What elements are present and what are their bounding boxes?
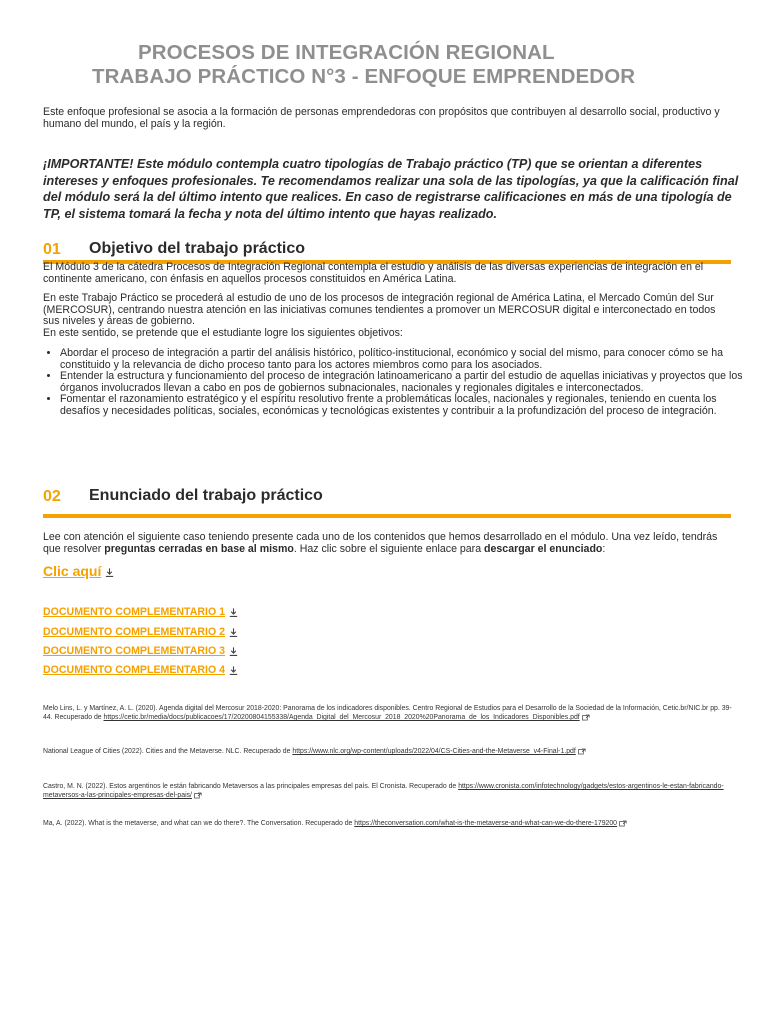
reference-text: Ma, A. (2022). What is the metaverse, and what can we do there?. The Conversation. Recuperado de xyxy=(43,820,355,827)
objectives-list xyxy=(43,348,750,418)
section-number: 01 xyxy=(43,241,61,258)
objective-paragraph-3: En este sentido, se pretende que el estudiante logre los siguientes objetivos: xyxy=(43,327,403,339)
reference-text: Melo Lins, L. y Martínez, A. L. (2020). Agenda digital del Mercosur 2018-2020: Panorama de los indicadores disponibles. Centro Regional de Estudios para el Desarrollo de la Sociedad de la Información, Cetic.br/NIC.br pp. 39-44. Recuperado de xyxy=(43,705,732,721)
document-link-2[interactable] xyxy=(43,626,239,638)
statement-text: Lee con atención el siguiente caso teniendo presente cada uno de los contenidos que hemos desarrollado en el módulo. Una vez leído, tendrás que resolver xyxy=(43,531,718,555)
reference-link[interactable]: https://theconversation.com/what-is-the-metaverse-and-what-can-we-do-there-179200 xyxy=(354,820,618,827)
document-link-1[interactable] xyxy=(43,606,239,618)
list-item: • Fomentar el razonamiento estratégico y el espíritu resolutivo frente a problemáticas locales, nacionales y regionales, teniendo en cuenta los desafíos y necesidades políticas, sociales, económicas y tecnológicas existentes y contribuir a la profundización del proceso de integración. xyxy=(60,394,750,417)
document-link-label: DOCUMENTO COMPLEMENTARIO 1 xyxy=(43,606,226,618)
reference-2 xyxy=(43,747,733,756)
download-statement-link[interactable] xyxy=(43,563,115,579)
document-link-3[interactable] xyxy=(43,645,239,657)
section-title: Objetivo del trabajo práctico xyxy=(89,240,306,257)
external-link-icon xyxy=(619,820,627,827)
page-title-line2: TRABAJO PRÁCTICO N°3 - ENFOQUE EMPRENDEDOR xyxy=(92,65,636,88)
reference-1 xyxy=(43,704,733,722)
section-title: Enunciado del trabajo práctico xyxy=(89,487,323,504)
document-link-4[interactable] xyxy=(43,664,239,676)
download-link-label: Clic aquí xyxy=(43,563,102,579)
intro-paragraph: Este enfoque profesional se asocia a la formación de personas emprendedoras con propósitos que contribuyen al desarrollo social, productivo y humano del mundo, el país y la región. xyxy=(43,106,720,130)
reference-link[interactable]: https://www.nlc.org/wp-content/uploads/2022/04/CS-Cities-and-the-Metaverse_v4-Final-1.pdf xyxy=(292,748,576,755)
reference-text: Castro, M. N. (2022). Estos argentinos le están fabricando Metaversos a las principales empresas del país. El Cronista. Recuperado de xyxy=(43,783,459,790)
statement-bold: preguntas cerradas en base al mismo xyxy=(104,542,294,555)
section-01-header xyxy=(43,241,731,263)
objective-paragraph-1: El Módulo 3 de la cátedra Procesos de Integración Regional contempla el estudio y análisis de las diversas experiencias de integración en el continente americano, con énfasis en aquellos procesos constituidos en América Latina. xyxy=(43,261,704,285)
statement-text: . Haz clic sobre el siguiente enlace para xyxy=(293,542,485,555)
reference-link[interactable]: https://www.cronista.com/infotechnology/gadgets/estos-argentinos-le-estan-fabricando-metaversos-a-las-principales-empresas-del-pais/ xyxy=(43,783,724,799)
document-link-label: DOCUMENTO COMPLEMENTARIO 2 xyxy=(43,626,226,638)
download-icon xyxy=(228,627,239,638)
page-title-line1: PROCESOS DE INTEGRACIÓN REGIONAL xyxy=(138,41,555,64)
document-link-label: DOCUMENTO COMPLEMENTARIO 3 xyxy=(43,645,226,657)
section-02-header xyxy=(43,488,731,510)
reference-4 xyxy=(43,819,733,828)
external-link-icon xyxy=(578,748,586,755)
statement-bold: descargar el enunciado xyxy=(484,542,603,555)
download-icon xyxy=(228,607,239,618)
section-divider xyxy=(43,514,731,518)
list-item: • Entender la estructura y funcionamiento del proceso de integración latinoamericano a partir del estudio de aquellas iniciativas y proyectos que los órganos involucrados llevan a cabo en pos de gobiernos subnacionales, nacionales y regionales digitales e interconectados. xyxy=(60,371,750,394)
statement-paragraph xyxy=(43,532,733,555)
reference-3 xyxy=(43,782,733,800)
download-icon xyxy=(228,646,239,657)
download-icon xyxy=(104,567,115,578)
important-notice: ¡IMPORTANTE! Este módulo contempla cuatro tipologías de Trabajo práctico (TP) que se orientan a diferentes intereses y enfoques profesionales. Te recomendamos realizar una sola de las tipologías, ya que la calificación final del módulo será la del último intento que realices. En caso de registrarse calificaciones en más de una tipología de TP, el sistema tomará la fecha y nota del último intento que hayas realizado. xyxy=(43,157,739,221)
objective-paragraph-2: En este Trabajo Práctico se procederá al estudio de uno de los procesos de integración regional de América Latina, el Mercado Común del Sur (MERCOSUR), centrando nuestra atención en las iniciativas comunes tendientes a promover un MERCOSUR digital e interconectado en todos sus niveles y áreas de gobierno. xyxy=(43,292,716,328)
statement-text: : xyxy=(602,542,606,555)
reference-text: National League of Cities (2022). Cities and the Metaverse. NLC. Recuperado de xyxy=(43,748,293,755)
section-number: 02 xyxy=(43,488,61,505)
reference-link[interactable]: https://cetic.br/media/docs/publicacoes/17/20200804155338/Agenda_Digital_del_Mercosur_2018_2020%20Panorama_de_los_Indicadores_Disponibles.pdf xyxy=(103,714,580,721)
list-item: • Abordar el proceso de integración a partir del análisis histórico, político-institucional, económico y social del mismo, para conocer cómo se ha constituido y la relevancia de dicho proceso tanto para los actores miembros como para los asociados. xyxy=(60,348,750,371)
download-icon xyxy=(228,665,239,676)
external-link-icon xyxy=(194,792,202,799)
document-link-label: DOCUMENTO COMPLEMENTARIO 4 xyxy=(43,664,226,676)
external-link-icon xyxy=(582,714,590,721)
